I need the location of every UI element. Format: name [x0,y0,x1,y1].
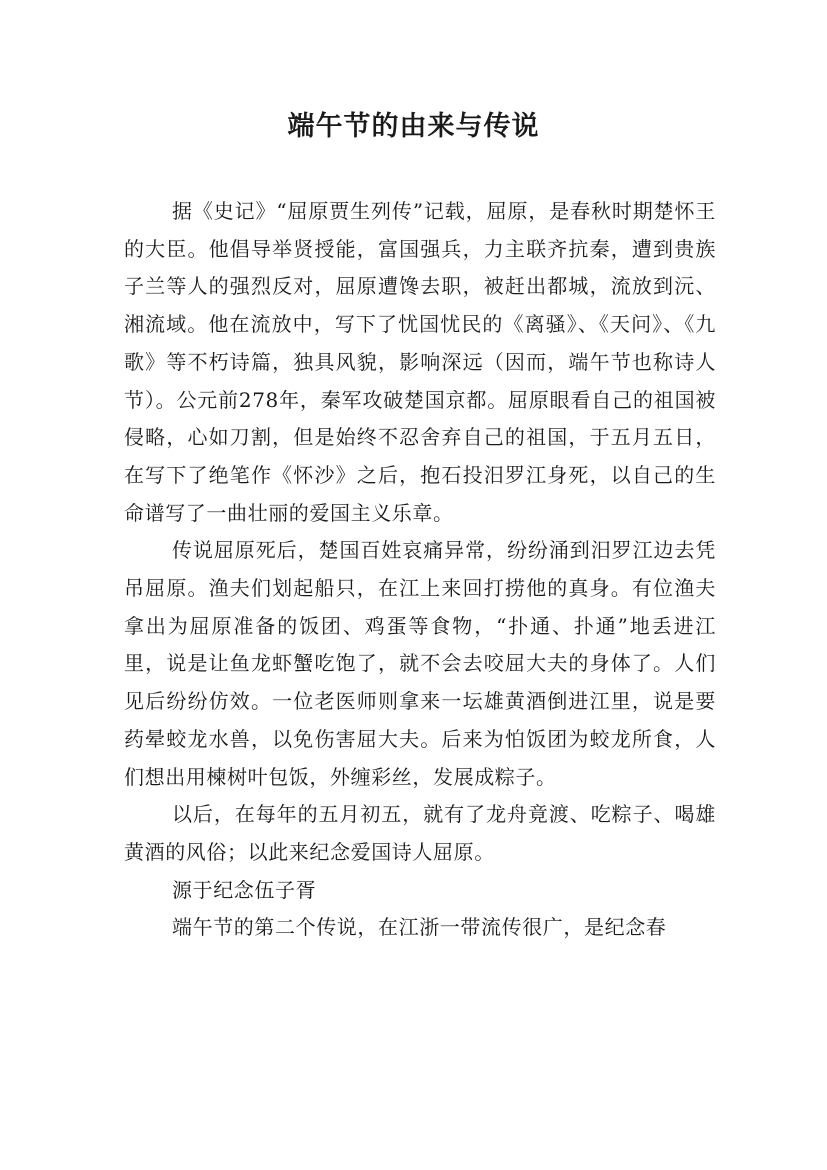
document-body [124,193,716,947]
section-heading-wu-zixu: 源于纪念伍子胥 [172,877,317,902]
paragraph-second-legend: 端午节的第二个传说，在江浙一带流传很广，是纪念春 [172,915,667,940]
paragraph-qu-yuan-history: 据《史记》“屈原贾生列传”记载，屈原，是春秋时期楚怀王的大臣。他倡导举贤授能，富国强兵，力主联齐抗秦，遭到贵族子兰等人的强烈反对，屈原遭馋去职，被赶出都城，流放到沅、湘流域。他在流放中，写下了忧国忧民的《离骚》、《天问》、《九歌》等不朽诗篇，独具风貌，影响深远（因而，端午节也称诗人节）。公元前278年，秦军攻破楚国京都。屈原眼看自己的祖国被侵略，心如刀割，但是始终不忍舍弃自己的祖国，于五月五日，在写下了绝笔作《怀沙》之后，抱石投汨罗江身死，以自己的生命谱写了一曲壮丽的爱国主义乐章。 [124,199,716,525]
page-title: 端午节的由来与传说 [287,111,540,142]
paragraph-legend-zongzi: 传说屈原死后，楚国百姓哀痛异常，纷纷涌到汨罗江边去凭吊屈原。渔夫们划起船只，在江上来回打捞他的真身。有位渔夫拿出为屈原准备的饭团、鸡蛋等食物，“扑通、扑通”地丢进江里，说是让鱼龙虾蟹吃饱了，就不会去咬屈大夫的身体了。人们见后纷纷仿效。一位老医师则拿来一坛雄黄酒倒进江里，说是要药晕蛟龙水兽，以免伤害屈大夫。后来为怕饭团为蛟龙所食，人们想出用楝树叶包饭，外缠彩丝，发展成粽子。 [124,538,716,789]
paragraph-customs: 以后，在每年的五月初五，就有了龙舟竟渡、吃粽子、喝雄黄酒的风俗；以此来纪念爱国诗人屈原。 [124,802,716,864]
